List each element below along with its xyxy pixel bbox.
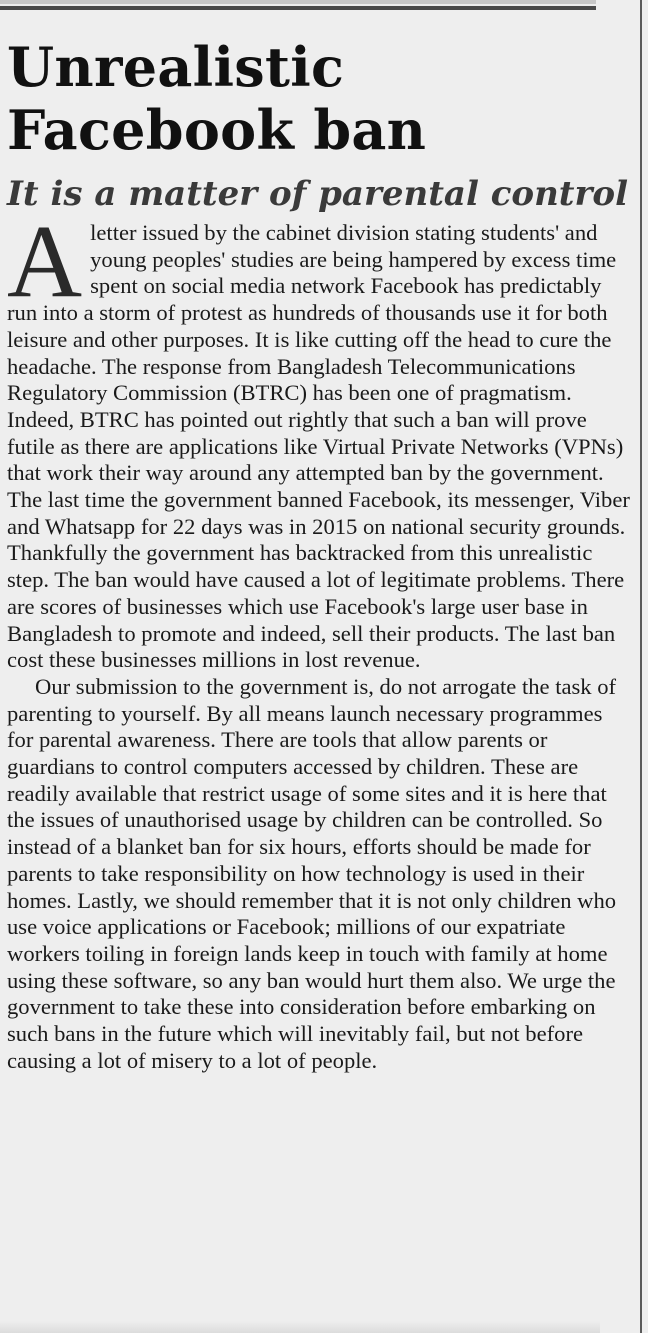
- paragraph-1: [7, 204, 632, 674]
- drop-cap: A: [7, 204, 83, 319]
- editorial-article: [0, 36, 632, 1075]
- top-rule: [0, 6, 596, 10]
- bottom-edge-shade: [0, 1321, 600, 1333]
- top-cropped-strip: [0, 0, 596, 4]
- paragraph-1-text: letter issued by the cabinet division stating students' and young peoples' studies are being hampered by excess time spent on social media network Facebook has predictably run into a storm of protest as hundreds of thousands use it for both leisure and other purposes. It is like cutting off the head to cure the headache. The response from Bangladesh Telecommunications Regulatory Commission (BTRC) has been one of pragmatism. Indeed, BTRC has pointed out rightly that such a ban will prove futile as there are applications like Virtual Private Networks (VPNs) that work their way around any attempted ban by the government. The last time the government banned Facebook, its messenger, Viber and Whatsapp for 22 days was in 2015 on national security grounds. Thankfully the government has backtracked from this unrealistic step. The ban would have caused a lot of legitimate problems. There are scores of businesses which use Facebook's large user base in Bangladesh to promote and indeed, sell their products. The last ban cost these businesses millions in lost revenue.: [7, 220, 630, 673]
- headline: Unrealistic Facebook ban: [7, 35, 427, 162]
- paragraph-2: Our submission to the government is, do not arrogate the task of parenting to yourself. By all means launch necessary programmes for parental awareness. There are tools that allow parents or guardians to control computers accessed by children. These are readily available that restrict usage of some sites and it is here that the issues of unauthorised usage by children can be controlled. So instead of a blanket ban for six hours, efforts should be made for parents to take responsibility on how technology is used in their homes. Lastly, we should remember that it is not only children who use voice applications or Facebook; millions of our expatriate workers toiling in foreign lands keep in touch with family at home using these software, so any ban would hurt them also. We urge the government to take these into consideration before embarking on such bans in the future which will inevitably fail, but not before causing a lot of misery to a lot of people.: [7, 673, 617, 1073]
- subheadline: It is a matter of parental control: [7, 174, 629, 214]
- article-body: [7, 204, 632, 1075]
- column-divider: [640, 0, 642, 1333]
